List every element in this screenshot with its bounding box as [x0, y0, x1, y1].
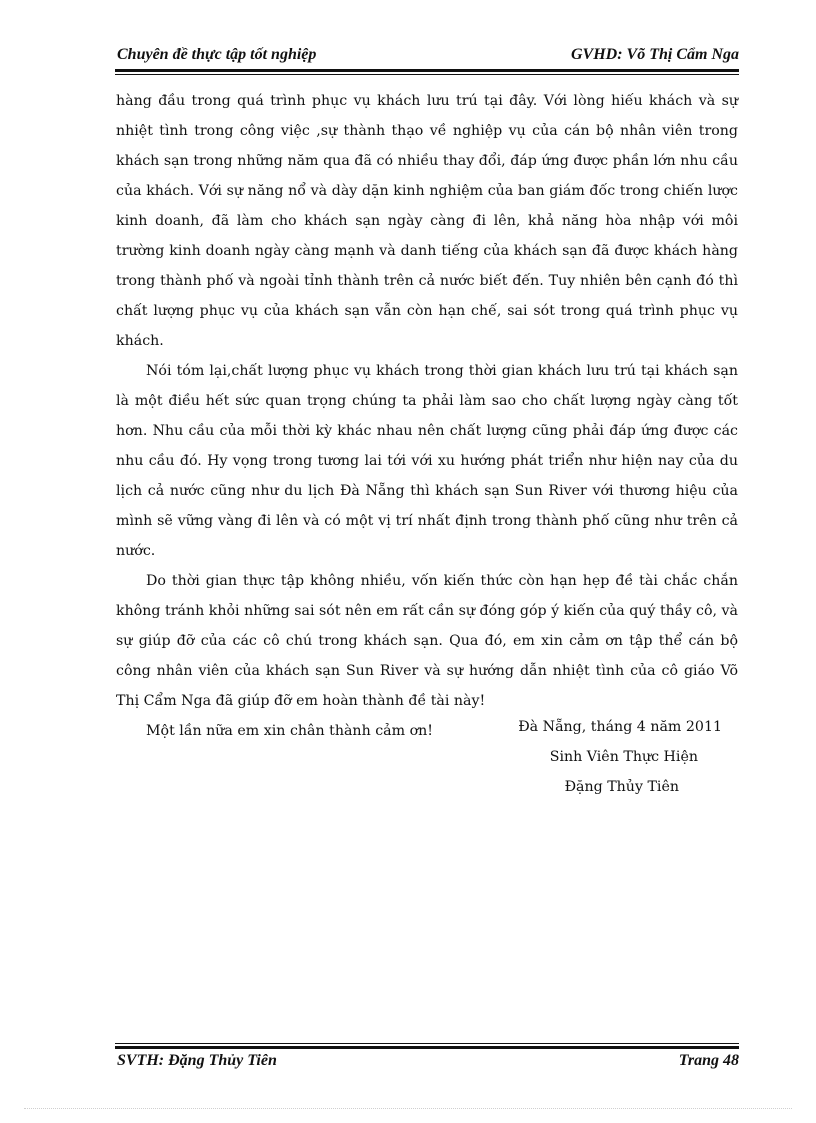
paragraph-text: Một lần nữa em xin chân thành cảm ơn! [146, 723, 433, 739]
signature-place-date: Đà Nẵng, tháng 4 năm 2011 [518, 719, 722, 735]
page-header [115, 44, 739, 68]
page-bottom-dotted-line [24, 1108, 792, 1109]
signature-block [116, 712, 738, 802]
paragraph-continuation [116, 86, 738, 356]
paragraph-text: hàng đầu trong quá trình phục vụ khách lưu trú tại đây. Với lòng hiếu khách và sự nhiệt tình trong công việc ,sự thành thạo về nghiệp vụ của cán bộ nhân viên trong khách sạn trong những năm qua đã có nhiều thay đổi, đáp ứng được phần lớn nhu cầu của khách. Với sự năng nổ và dày dặn kinh nghiệm của ban giám đốc trong chiến lược kinh doanh, đã làm cho khách sạn ngày càng đi lên, khả năng hòa nhập với môi trường kinh doanh ngày càng mạnh và danh tiếng của khách sạn đã được khách hàng trong thành phố và ngoài tỉnh thành trên cả nước biết đến. Tuy nhiên bên cạnh đó thì chất lượng phục vụ của khách sạn vẫn còn hạn chế, sai sót trong quá trình phục vụ khách. [116, 93, 738, 349]
signature-role: Sinh Viên Thực Hiện [549, 749, 698, 765]
footer-student: SVTH: Đặng Thủy Tiên [117, 1052, 277, 1069]
signature-name: Đặng Thủy Tiên [564, 779, 679, 795]
footer-page-number: Trang 48 [678, 1052, 739, 1069]
header-advisor: GVHD: Võ Thị Cẩm Nga [570, 46, 739, 63]
header-rule-thin [115, 74, 739, 75]
header-rule-thick [115, 69, 739, 72]
header-title: Chuyên đề thực tập tốt nghiệp [117, 46, 317, 63]
page-footer [115, 1043, 739, 1083]
paragraph-text: Do thời gian thực tập không nhiều, vốn kiến thức còn hạn hẹp đề tài chắc chắn không tránh khỏi những sai sót nên em rất cần sự đóng góp ý kiến của quý thầy cô, và sự giúp đỡ của các cô chú trong khách sạn. Qua đó, em xin cảm ơn tập thể cán bộ công nhân viên của khách sạn Sun River và sự hướng dẫn nhiệt tình của cô giáo Võ Thị Cẩm Nga đã giúp đỡ em hoàn thành đề tài này! [116, 573, 738, 709]
paragraph-acknowledgement [116, 566, 738, 716]
footer-rule-thin [115, 1043, 739, 1044]
paragraph-text: Nói tóm lại,chất lượng phục vụ khách trong thời gian khách lưu trú tại khách sạn là một điều hết sức quan trọng chúng ta phải làm sao cho chất lượng ngày càng tốt hơn. Nhu cầu của mỗi thời kỳ khác nhau nên chất lượng cũng phải đáp ứng được các nhu cầu đó. Hy vọng trong tương lai tới với xu hướng phát triển như hiện nay của du lịch cả nước cũng như du lịch Đà Nẵng thì khách sạn Sun River với thương hiệu của mình sẽ vững vàng đi lên và có một vị trí nhất định trong thành phố cũng như trên cả nước. [116, 363, 738, 559]
footer-rule-thick [115, 1046, 739, 1049]
document-body [116, 86, 738, 746]
paragraph-summary [116, 356, 738, 566]
